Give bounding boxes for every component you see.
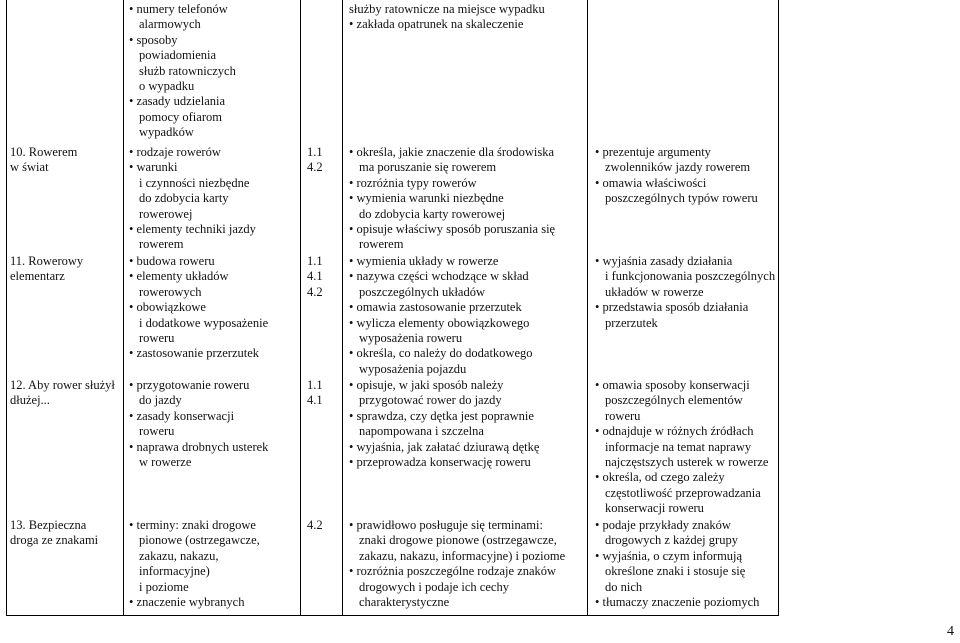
text-line: rozróżnia typy rowerów (356, 175, 477, 190)
extended-cell (595, 378, 777, 517)
bullet-item (349, 191, 586, 222)
bullet-item (129, 94, 299, 140)
bullet-item (349, 17, 586, 32)
bullet-item (595, 549, 777, 595)
text-line: wyposażenia pojazdu (359, 361, 467, 376)
text-line: wylicza elementy obowiązkowego (356, 315, 530, 330)
text-line: poszczególnych układów (359, 284, 486, 299)
bullet-item (129, 254, 299, 269)
text-line: budowa roweru (136, 254, 215, 268)
text-line: charakterystyczne (359, 595, 450, 610)
text-line: odnajduje w różnych źródłach (602, 424, 754, 439)
text-line: określa, jakie znaczenie dla środowiska (356, 145, 555, 159)
text-line: numery telefonów (136, 2, 228, 16)
text-line: służby ratownicze na miejsce wypadku (349, 2, 545, 16)
bullet-item (129, 300, 299, 346)
text-line: zakłada opatrunek na skaleczenie (356, 17, 524, 32)
bullet-item (129, 518, 299, 595)
text-block (10, 145, 122, 176)
text-line: ma poruszanie się rowerem (359, 160, 497, 175)
text-line: rozróżnia poszczególne rodzaje znaków (356, 564, 557, 579)
text-line: roweru (139, 424, 175, 439)
text-line: wypadków (139, 125, 194, 140)
text-line: zakazu, nakazu, informacyjne) i poziome (359, 548, 566, 563)
bullet-item (349, 409, 586, 440)
column-border (123, 0, 124, 615)
bullet-item (349, 346, 586, 377)
bullet-item (349, 222, 586, 253)
text-line: 12. Aby rower służył (10, 378, 115, 392)
bullet-item (595, 254, 777, 300)
bullet-item (349, 564, 586, 610)
text-line: znaki drogowe pionowe (ostrzegawcze, (359, 533, 557, 548)
bullet-item (129, 346, 299, 361)
text-line: wyjaśnia, jak załatać dziurawą dętkę (356, 439, 540, 454)
text-line: poszczególnych elementów (605, 393, 743, 408)
text-line: 1.1 (307, 145, 323, 159)
text-line: i poziome (139, 579, 189, 594)
text-line: wyposażenia roweru (359, 331, 463, 346)
text-line: pionowe (ostrzegawcze, (139, 533, 260, 548)
text-line: 1.1 (307, 254, 323, 268)
text-block (307, 518, 341, 533)
text-line: opisuje, w jaki sposób należy (356, 378, 504, 392)
text-line: określone znaki i stosuje się (605, 564, 746, 579)
text-line: droga ze znakami (10, 533, 99, 548)
text-line: podaje przykłady znaków (602, 518, 731, 532)
text-block (10, 378, 122, 409)
text-line: układów w rowerze (605, 284, 704, 299)
bullet-item (349, 300, 586, 315)
text-line: 1.1 (307, 378, 323, 392)
text-line: omawia właściwości (602, 175, 707, 190)
text-line: do zdobycia karty rowerowej (359, 206, 506, 221)
column-border (342, 0, 343, 615)
column-border (6, 0, 7, 615)
text-line: w rowerze (139, 455, 192, 470)
bullet-item (349, 316, 586, 347)
column-border (300, 0, 301, 615)
codes-cell (307, 378, 341, 409)
bullet-item (595, 595, 777, 610)
text-line: omawia zastosowanie przerzutek (356, 300, 522, 315)
text-line: powiadomienia (139, 48, 217, 63)
topic-cell (10, 518, 122, 549)
text-line: warunki (136, 160, 178, 175)
text-line: tłumaczy znaczenie poziomych (602, 595, 760, 610)
content-cell (129, 378, 299, 470)
content-cell (129, 2, 299, 141)
text-line: napompowana i szczelna (359, 424, 484, 439)
text-line: naprawa drobnych usterek (136, 439, 269, 454)
bullet-item (595, 518, 777, 549)
text-line: wymienia układy w rowerze (356, 254, 499, 268)
topic-cell (10, 145, 122, 176)
text-line: i dodatkowe wyposażenie (139, 315, 269, 330)
text-block (307, 145, 341, 176)
text-line: informacyjne) (139, 564, 210, 579)
text-line: prezentuje argumenty (602, 145, 711, 159)
text-line: najczęstszych usterek w rowerze (605, 455, 769, 470)
bullet-item (349, 254, 586, 269)
bullet-item (595, 378, 777, 424)
text-line: znaczenie wybranych (136, 595, 245, 610)
bullet-item (349, 2, 586, 17)
basic-cell (349, 145, 586, 253)
text-line: 13. Bezpieczna (10, 518, 87, 532)
bullet-item (595, 424, 777, 470)
text-line: zwolenników jazdy rowerem (605, 160, 751, 175)
basic-cell (349, 518, 586, 610)
text-line: zastosowanie przerzutek (136, 346, 260, 361)
bullet-item (349, 176, 586, 191)
text-line: rowerowych (139, 284, 202, 299)
basic-cell (349, 378, 586, 470)
basic-cell (349, 2, 586, 33)
text-line: zasady udzielania (136, 94, 226, 109)
text-line: roweru (139, 331, 175, 346)
text-line: 10. Rowerem (10, 145, 78, 159)
text-block (307, 254, 341, 300)
bullet-item (129, 33, 299, 95)
text-line: poszczególnych typów roweru (605, 191, 758, 206)
text-line: wyjaśnia, o czym informują (602, 548, 743, 563)
text-line: i funkcjonowania poszczególnych (605, 269, 776, 284)
text-line: opisuje właściwy sposób poruszania się (356, 222, 556, 237)
topic-cell (10, 378, 122, 409)
text-line: alarmowych (139, 17, 201, 32)
text-block (10, 254, 122, 285)
bullet-item (595, 145, 777, 176)
text-line: 4.1 (307, 393, 323, 408)
column-border (778, 0, 779, 615)
text-line: częstotliwość przeprowadzania (605, 485, 761, 500)
text-line: do jazdy (139, 393, 182, 408)
text-line: służb ratowniczych (139, 63, 236, 78)
text-line: rowerowej (139, 206, 193, 221)
content-cell (129, 145, 299, 253)
bullet-item (349, 145, 586, 176)
bullet-item (349, 518, 586, 564)
text-line: elementy układów (136, 269, 229, 284)
bullet-item (595, 176, 777, 207)
content-cell (129, 254, 299, 362)
codes-cell (307, 145, 341, 176)
text-line: rowerem (359, 237, 404, 252)
text-line: do nich (605, 579, 643, 594)
bullet-item (129, 222, 299, 253)
text-line: przerzutek (605, 315, 658, 330)
text-line: rodzaje rowerów (136, 145, 221, 159)
text-line: elementy techniki jazdy (136, 222, 256, 237)
text-line: drogowych i podaje ich cechy (359, 579, 509, 594)
text-line: 11. Rowerowy (10, 254, 84, 268)
text-block (307, 378, 341, 409)
text-line: omawia sposoby konserwacji (602, 378, 750, 392)
page-number: 4 (947, 623, 954, 639)
text-line: przedstawia sposób działania (602, 300, 749, 315)
text-line: określa, od czego zależy (602, 470, 725, 485)
text-line: wyjaśnia zasady działania (602, 254, 733, 268)
extended-cell (595, 145, 777, 207)
bullet-item (129, 409, 299, 440)
text-line: 4.2 (307, 518, 323, 532)
bullet-item (129, 2, 299, 33)
bullet-item (129, 378, 299, 409)
text-line: roweru (605, 408, 641, 423)
column-border (587, 0, 588, 615)
text-line: określa, co należy do dodatkowego (356, 346, 533, 361)
text-line: informacje na temat naprawy (605, 439, 752, 454)
bullet-item (129, 145, 299, 160)
text-line: i czynności niezbędne (139, 175, 250, 190)
text-line: 4.1 (307, 269, 323, 284)
codes-cell (307, 254, 341, 300)
bullet-item (595, 300, 777, 331)
text-line: w świat (10, 160, 49, 175)
text-line: wymienia warunki niezbędne (356, 191, 504, 206)
text-line: obowiązkowe (136, 300, 206, 315)
bullet-item (349, 455, 586, 470)
table-bottom-border (6, 615, 779, 616)
topic-cell (10, 254, 122, 285)
text-line: drogowych z każdej grupy (605, 533, 738, 548)
bullet-item (129, 160, 299, 222)
bullet-item (129, 440, 299, 471)
bullet-item (129, 595, 299, 610)
codes-cell (307, 518, 341, 533)
bullet-item (595, 470, 777, 516)
text-line: pomocy ofiarom (139, 109, 222, 124)
text-line: prawidłowo posługuje się terminami: (356, 518, 543, 532)
basic-cell (349, 254, 586, 377)
bullet-item (349, 378, 586, 409)
text-block (10, 518, 122, 549)
text-line: dłużej... (10, 393, 50, 408)
bullet-item (129, 269, 299, 300)
text-line: nazywa części wchodzące w skład (356, 269, 529, 284)
text-line: konserwacji roweru (605, 501, 704, 516)
text-line: terminy: znaki drogowe (136, 518, 256, 532)
extended-cell (595, 254, 777, 331)
content-cell (129, 518, 299, 610)
text-line: rowerem (139, 237, 184, 252)
text-line: sposoby (136, 32, 178, 47)
bullet-item (349, 269, 586, 300)
text-line: o wypadku (139, 79, 195, 94)
text-line: elementarz (10, 269, 65, 284)
bullet-item (349, 440, 586, 455)
extended-cell (595, 518, 777, 610)
text-line: do zdobycia karty (139, 191, 229, 206)
text-line: przygotowanie roweru (136, 378, 250, 392)
text-line: sprawdza, czy dętka jest poprawnie (356, 408, 534, 423)
text-line: przeprowadza konserwację roweru (356, 455, 531, 470)
text-line: przygotować rower do jazdy (359, 393, 502, 408)
text-line: 4.2 (307, 160, 323, 175)
text-line: zakazu, nakazu, (139, 548, 219, 563)
text-line: zasady konserwacji (136, 408, 235, 423)
text-line: 4.2 (307, 284, 323, 299)
